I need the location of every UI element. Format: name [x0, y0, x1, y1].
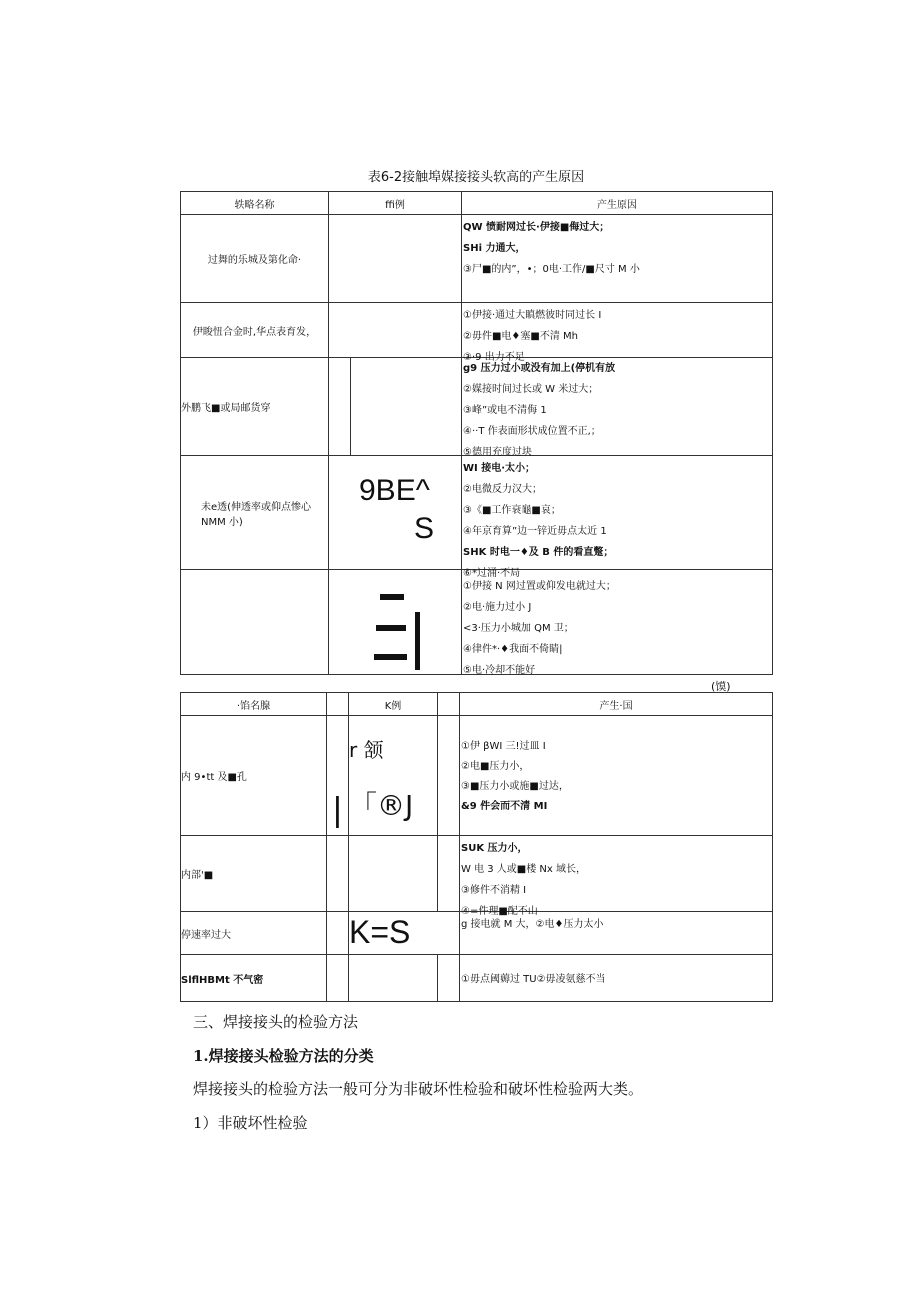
table-row — [181, 955, 773, 1002]
causes-cell — [460, 955, 773, 1002]
causes-cell — [462, 303, 773, 363]
cause-line: ②媒接时间过长或 W 米过大； — [463, 384, 599, 395]
cause-line: SHK 时电一♦及 B 件的看直蹩； — [463, 547, 614, 558]
table-row — [181, 716, 773, 836]
example-sketch-text: K=S — [349, 914, 411, 950]
header-defect-name: ·馅名腺 — [181, 693, 327, 716]
causes-cell — [462, 570, 773, 675]
causes-cell — [462, 456, 773, 579]
cause-line: g9 压力过小或没有加上(停机有放 — [463, 363, 616, 374]
defect-name-text: 未e透(伸透率或仰点惨心 NMM 小) — [201, 501, 312, 528]
table-row — [181, 570, 773, 675]
example-cell — [438, 716, 460, 836]
causes-cell — [460, 912, 773, 955]
cause-line: &9 件会而不清 MI — [461, 800, 548, 812]
cause-line: g 接电就 M 大，②电♦压力太小 — [461, 919, 604, 930]
cause-line: W 电 3 人或■楼 Nx 域长， — [461, 864, 586, 875]
table-row — [181, 836, 773, 912]
cause-line: SHi 力通大， — [463, 243, 526, 254]
cause-line: ④··T 作表面形状成位置不正,； — [463, 426, 601, 437]
causes-cell — [462, 215, 773, 303]
example-cell — [329, 358, 351, 456]
header-causes: 产生原因 — [462, 192, 773, 215]
example-cell — [349, 912, 460, 955]
example-sketch-text: 「®J — [349, 789, 414, 822]
example-cell — [329, 215, 462, 303]
cause-line: <3·压力小城加 QM 卫； — [463, 623, 574, 634]
cause-line: WI 接电·太小； — [463, 463, 536, 474]
example-cell — [349, 716, 438, 836]
causes-cell — [460, 716, 773, 836]
cause-line: ③■压力小或施■过达， — [461, 780, 569, 792]
example-cell — [438, 955, 460, 1002]
cause-line: ①伊接 N 网过置或仰发电就过大； — [463, 581, 616, 592]
table-header-row — [181, 192, 773, 215]
defect-name: 内 9•tt 及■孔 — [181, 716, 327, 836]
header-defect-name: 轶略名称 — [181, 192, 329, 215]
causes-cell — [460, 836, 773, 917]
list-item: 1）非破坏性检验 — [193, 1114, 308, 1132]
example-sketch-text: 9BE^ — [359, 474, 430, 507]
example-cell — [327, 836, 349, 912]
causes-cell — [462, 358, 773, 456]
defect-name — [181, 456, 329, 570]
continued-label: (馍) — [711, 680, 731, 693]
example-cell — [351, 358, 462, 456]
cause-line: SUK 压力小， — [461, 843, 528, 854]
example-cell — [349, 836, 438, 912]
table-row — [181, 912, 773, 955]
example-sketch — [329, 572, 462, 672]
header-causes: 产生·国 — [460, 693, 773, 716]
subsection-heading: 1.焊接接头检验方法的分类 — [193, 1047, 374, 1065]
cause-line: ③修件不消精 I — [461, 885, 527, 896]
example-sketch-text: r 颔 — [349, 738, 384, 762]
table-caption: 表6-2接触埠媒接接头软高的产生原因 — [367, 170, 585, 185]
defect-name — [181, 570, 329, 675]
cause-line: ①毋点阈薅过 TU②毋凌氨慈不当 — [461, 973, 606, 985]
defect-name: 内部'■ — [181, 836, 327, 912]
cause-line: ③·9 出力不足 — [463, 352, 525, 363]
example-cell — [329, 456, 462, 570]
example-cell — [329, 303, 462, 358]
section-heading: 三、焊接接头的检验方法 — [193, 1013, 359, 1031]
cause-line: ②电微反力汉大； — [463, 484, 542, 495]
header-spacer — [438, 693, 460, 716]
table-header-row — [181, 693, 773, 716]
header-example: K例 — [349, 693, 438, 716]
example-cell — [349, 955, 438, 1002]
table-row — [181, 215, 773, 303]
cause-line: ④=件理■配不山 — [461, 906, 538, 917]
cause-line: ②电·施力过小 J — [463, 602, 532, 613]
defect-name: 伊睃忸合金时,华点表育发， — [181, 303, 329, 358]
header-spacer — [327, 693, 349, 716]
example-cell — [327, 716, 349, 836]
example-sketch-text: S — [414, 512, 435, 545]
cause-line: ①伊 βWI 三!过皿 I — [461, 740, 546, 752]
defect-name: SlflHBMt 不气密 — [181, 955, 327, 1002]
defect-name: 过舞的乐城及第化命· — [181, 215, 329, 303]
cause-line: ②电■压力小， — [461, 760, 530, 772]
defect-causes-table-1 — [180, 191, 773, 675]
cause-line: ④年京育算”边一锌近毋点太近 1 — [463, 526, 607, 537]
header-example: ffi例 — [329, 192, 462, 215]
example-cell — [327, 955, 349, 1002]
cause-line: ①伊接·通过大瞋燃彼时同过长 I — [463, 310, 602, 321]
cause-line: QW 愤耐网过长·伊接■侮过大； — [463, 222, 610, 233]
defect-name: 停速率过大 — [181, 912, 327, 955]
table-row — [181, 358, 773, 456]
defect-causes-table-2 — [180, 692, 773, 1002]
example-sketch-text: | — [333, 791, 342, 829]
example-cell — [438, 836, 460, 912]
defect-name: 外鹏飞■或局邮货穿 — [181, 358, 329, 456]
body-paragraph: 焊接接头的检验方法一般可分为非破坏性检验和破坏性检验两大类。 — [193, 1080, 644, 1098]
example-cell — [329, 570, 462, 675]
cause-line: ⑤德用充度过块 — [463, 447, 532, 458]
cause-line: ③《■工作衰龜■哀； — [463, 505, 561, 516]
table-row — [181, 456, 773, 570]
table-row — [181, 303, 773, 358]
cause-line: ③峰”或电不清侮 1 — [463, 405, 547, 416]
cause-line: ⑤电·冷却不能好 — [463, 665, 536, 676]
example-cell — [327, 912, 349, 955]
cause-line: ④律件*·♦我面不倚睛| — [463, 644, 563, 655]
cause-line: ⑥*过涌·不局 — [463, 568, 521, 579]
cause-line: ②毋件■电♦塞■不清 Mh — [463, 331, 578, 342]
cause-line: ③尸■的内”，•；0电·工作/■尺寸 M 小 — [463, 264, 640, 275]
